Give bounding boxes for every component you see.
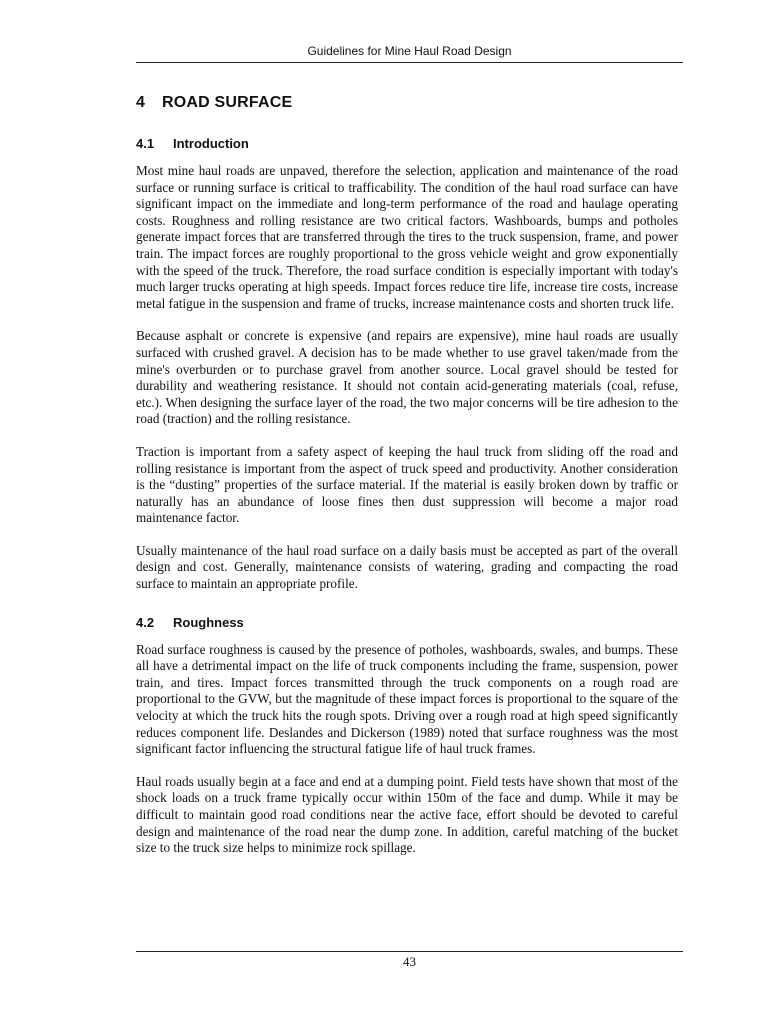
chapter-title: ROAD SURFACE — [162, 94, 293, 111]
paragraph: Traction is important from a safety aspect of keeping the haul truck from sliding off the road and rolling resistance is important from the aspect of truck speed and productivity. Another consideration is the “dusting” properties of the surface material. If the material is easily broken down by traffic or naturally has an abundance of loose fines then dust suppression will become a major road maintenance factor. — [136, 443, 678, 526]
paragraph: Road surface roughness is caused by the presence of potholes, washboards, swales, and bumps. These all have a detrimental impact on the life of truck components including the frame, suspension, power train, and tires. Impact forces transmitted through the truck components on a rough road are proportional to the GVW, but the magnitude of these impact forces is proportional to the square of the velocity at which the truck hits the rough spots. Driving over a rough road at high speed significantly reduces component life. Deslandes and Dickerson (1989) noted that surface roughness was the most significant factor influencing the structural fatigue life of haul truck frames. — [136, 641, 678, 757]
section-number: 4.1 — [136, 136, 155, 151]
paragraph: Because asphalt or concrete is expensive (and repairs are expensive), mine haul roads are usually surfaced with crushed gravel. A decision has to be made whether to use gravel taken/made from the mine's overburden or to purchase gravel from another source. Local gravel should be tested for durability and weathering resistance. It should not contain acid-generating materials (coal, refuse, etc.). When designing the surface layer of the road, the two major concerns will be tire adhesion to the road (traction) and the rolling resistance. — [136, 328, 678, 427]
running-header: Guidelines for Mine Haul Road Design — [136, 44, 683, 63]
section-heading-roughness — [136, 615, 678, 630]
paragraph: Haul roads usually begin at a face and end at a dumping point. Field tests have shown that most of the shock loads on a truck frame typically occur within 150m of the face and dump. While it may be difficult to maintain good road conditions near the active face, effort should be devoted to careful design and maintenance of the road near the dump zone. In addition, careful matching of the bucket size to the truck size helps to minimize rock spillage. — [136, 773, 678, 856]
section-title: Roughness — [173, 614, 244, 630]
paragraph: Most mine haul roads are unpaved, therefore the selection, application and maintenance of the road surface or running surface is critical to trafficability. The condition of the haul road surface can have significant impact on the immediate and long-term performance of the road and haulage operating costs. Roughness and rolling resistance are two critical factors. Washboards, bumps and potholes generate impact forces that are transferred through the tires to the truck suspension, frame, and power train. The impact forces are roughly proportional to the gross vehicle weight and grow exponentially with the speed of the truck. Therefore, the road surface condition is especially important with today's much larger trucks operating at high speeds. Impact forces reduce tire life, increase tire costs, increase metal fatigue in the suspension and frame of trucks, increase maintenance costs and shorten truck life. — [136, 163, 678, 311]
section-number: 4.2 — [136, 614, 155, 630]
page-number: 43 — [403, 954, 416, 969]
chapter-heading — [136, 94, 678, 112]
paragraph: Usually maintenance of the haul road surface on a daily basis must be accepted as part of the overall design and cost. Generally, maintenance consists of watering, grading and compacting the road surface to maintain an appropriate profile. — [136, 542, 678, 592]
page-body — [136, 94, 678, 873]
section-heading-introduction — [136, 136, 678, 151]
section-title: Introduction — [173, 136, 249, 151]
chapter-number: 4 — [136, 94, 146, 111]
footer-rule — [136, 951, 683, 952]
